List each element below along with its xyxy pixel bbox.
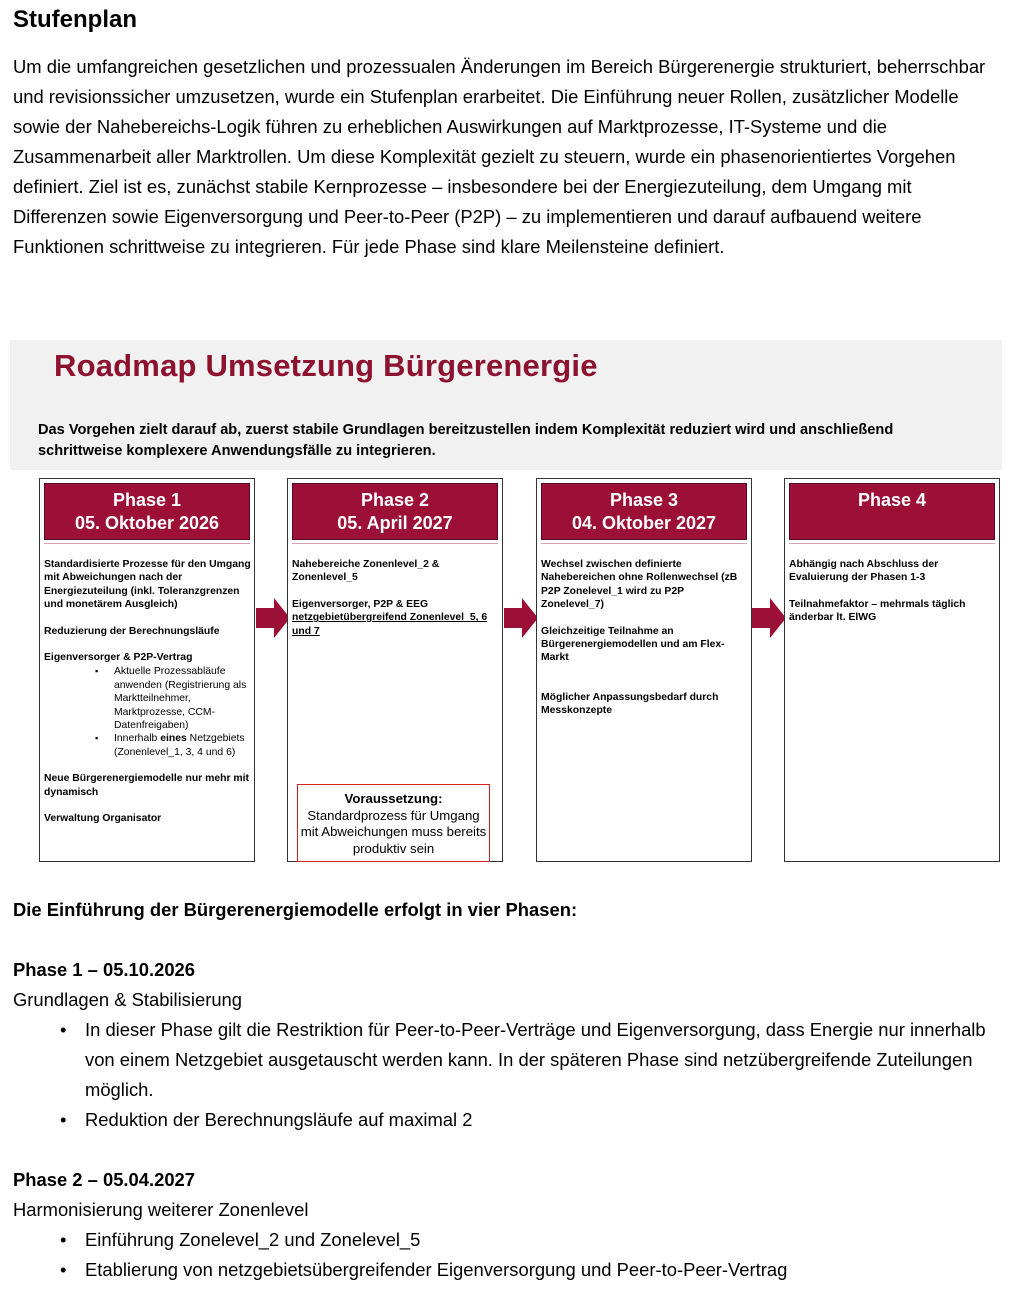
phase-2-name: Phase 2 [360,490,430,510]
roadmap-subtitle: Das Vorgehen zielt darauf ab, zuerst stabile Grundlagen bereitzustellen indem Komplexität reduziert wird und anschließend schrittweise komplexere Anwendungsfälle zu integrieren. [38,422,894,459]
phase-1-item: Eigenversorger & P2P-Vertrag [44,652,193,664]
phase-3-card [536,478,752,862]
bullet-icon: • [60,1259,67,1280]
square-bullet-icon: ▪ [95,666,99,677]
phase-4-name: Phase 4 [857,490,927,510]
phase-1-item: Standardisierte Prozesse für den Umgang mit Abweichungen nach der Energiezuteilung (inkl. Toleranzgrenzen und monetärem Ausgleich) [44,559,251,611]
square-bullet-icon: ▪ [95,733,99,744]
list-item: • In dieser Phase gilt die Restriktion für Peer-to-Peer-Verträge und Eigenversorgung, dass Energie nur innerhalb von einem Netzgebiet ausgetauscht werden kann. In der späteren Phase sind netzübergreifende Zuteilungen möglich. [60,1015,1005,1105]
phase-2-bullet-list [60,1225,1005,1285]
phase-1-date: 05. Oktober 2026 [74,513,220,533]
bullet-icon: • [60,1019,67,1040]
prerequisite-title: Voraussetzung: [344,791,443,806]
phase-2-subtitle: Harmonisierung weiterer Zonenlevel [13,1199,309,1220]
page-title: Stufenplan [13,6,137,33]
phase-3-item: Gleichzeitige Teilnahme an Bürgerenergiemodellen und am Flex-Markt [541,625,725,664]
roadmap-title: Roadmap Umsetzung Bürgerenergie [54,348,598,383]
phase-1-item: Neue Bürgerenergiemodelle nur mehr mit dynamisch [44,773,249,798]
prerequisite-text: Standardprozess für Umgang mit Abweichungen muss bereits produktiv sein [300,807,487,856]
divider [789,543,995,544]
intro-paragraph: Um die umfangreichen gesetzlichen und prozessualen Änderungen im Bereich Bürgerenergie strukturiert, beherrschbar und revisionssicher umzusetzen, wurde ein Stufenplan erarbeitet. Die Einführung neuer Rollen, zusätzlicher Modelle sowie der Nahebereichs-Logik führen zu erheblichen Auswirkungen auf Marktprozesse, IT-Systeme und die Zusammenarbeit aller Marktrollen. Um diese Komplexität gezielt zu steuern, wurde ein phasenorientiertes Vorgehen definiert. Ziel ist es, zunächst stabile Kernprozesse – insbesondere bei der Energiezuteilung, dem Umgang mit Differenzen sowie Eigenversorgung und Peer-to-Peer (P2P) – zu implementieren und darauf aufbauend weitere Funktionen schrittweise zu integrieren. Für jede Phase sind klare Meilensteine definiert. [13,56,986,257]
list-item: • Etablierung von netzgebietsübergreifender Eigenversorgung und Peer-to-Peer-Vertrag [60,1255,1005,1285]
phase-1-subitem: ▪ Aktuelle Prozessabläufe anwenden (Registrierung als Marktteilnehmer, Marktprozesse, CCM-Datenfreigaben) [95,666,247,732]
phase-1-body [44,558,251,839]
phase-3-item: Wechsel zwischen definierte Nahebereichen ohne Rollenwechsel (zB P2P Zonelevel_1 wird zu P2P Zonelevel_7) [541,559,738,611]
bullet-icon: • [60,1109,67,1130]
phase-1-header [44,483,250,540]
phase-1-item: Reduzierung der Berechnungsläufe [44,625,220,637]
list-item: • Einführung Zonelevel_2 und Zonelevel_5 [60,1225,1005,1255]
phase-3-date: 04. Oktober 2027 [571,513,717,533]
arrow-right-icon [256,598,290,638]
phase-3-name: Phase 3 [609,490,679,510]
arrow-right-icon [752,598,786,638]
phase-4-card [784,478,1000,862]
phase-2-item: Nahebereiche Zonenlevel_2 & Zonenlevel_5 [292,559,440,584]
divider [292,543,498,544]
bullet-icon: • [60,1229,67,1250]
phase-2-heading: Phase 2 – 05.04.2027 [13,1169,196,1190]
phase-1-subitem: ▪ Innerhalb eines Netzgebiets (Zonenlevel_1, 3, 4 und 6) [95,733,245,758]
phase-2-item: netzgebietübergreifend Zonenlevel_5, 6 und 7 [292,612,488,637]
phase-3-body [541,558,748,731]
phase-2-item: Eigenversorger, P2P & EEG [292,598,429,610]
phase-2-header [292,483,498,540]
phase-1-card [39,478,255,862]
phase-1-sublist [44,665,251,759]
section-title: Die Einführung der Bürgerenergiemodelle erfolgt in vier Phasen: [13,899,578,920]
phase-1-subtitle: Grundlagen & Stabilisierung [13,989,243,1010]
divider [44,543,250,544]
phase-4-item: Abhängig nach Abschluss der Evaluierung der Phasen 1-3 [789,559,939,584]
divider [541,543,747,544]
phase-4-body [789,558,996,638]
arrow-right-icon [504,598,538,638]
phase-4-header [789,483,995,540]
phase-2-body [292,558,499,651]
phase-1-bullet-list [60,1015,1005,1135]
phase-1-item: Verwaltung Organisator [44,813,162,825]
roadmap-figure [10,340,1002,864]
phase-4-item: Teilnahmefaktor – mehrmals täglich änderbar lt. ElWG [789,598,966,624]
phase-1-name: Phase 1 [112,490,182,510]
phase-2-date: 05. April 2027 [337,513,453,533]
phase-3-item: Möglicher Anpassungsbedarf durch Messkonzepte [541,691,719,717]
list-item: • Reduktion der Berechnungsläufe auf maximal 2 [60,1105,1005,1135]
phase-3-header [541,483,747,540]
phase-1-heading: Phase 1 – 05.10.2026 [13,959,196,980]
prerequisite-box [297,784,490,862]
